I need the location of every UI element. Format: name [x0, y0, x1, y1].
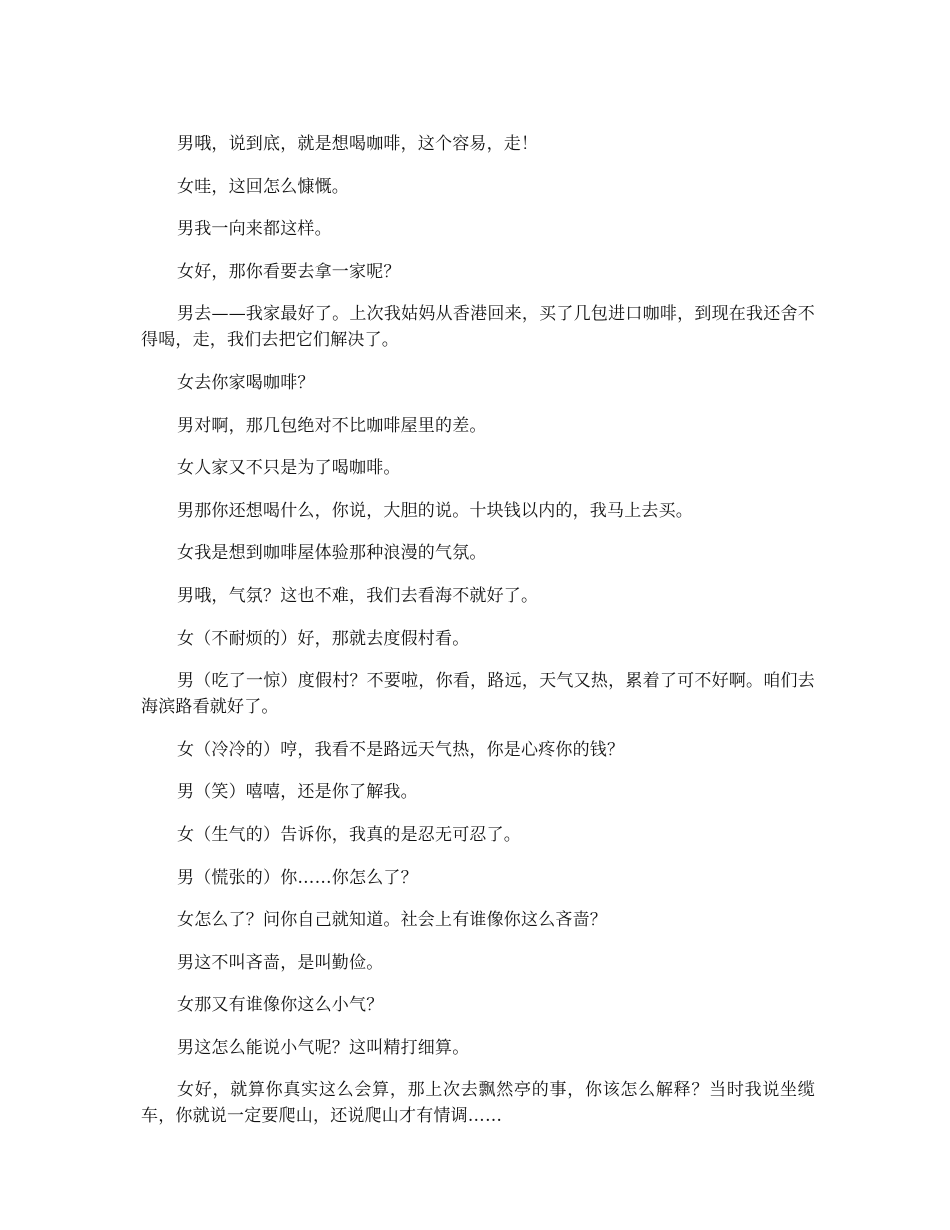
dialogue-line: 女哇，这回怎么慷慨。 [177, 176, 349, 197]
dialogue-line: 男我一向来都这样。 [177, 219, 332, 240]
dialogue-line: 女人家又不只是为了喝咖啡。 [177, 458, 401, 479]
dialogue-line: 女我是想到咖啡屋体验那种浪漫的气氛。 [177, 543, 487, 564]
dialogue-line: 男去——我家最好了。上次我姑妈从香港回来，买了几包进口咖啡，到现在我还舍不得喝，走，我们去把它们解决了。 [141, 304, 815, 351]
dialogue-line: 男对啊，那几包绝对不比咖啡屋里的差。 [177, 415, 487, 436]
dialogue-line: 男那你还想喝什么，你说，大胆的说。十块钱以内的，我马上去买。 [177, 500, 693, 521]
dialogue-body [141, 131, 815, 1146]
dialogue-line: 男（慌张的）你……你怎么了？ [177, 867, 418, 888]
dialogue-line: 男哦，气氛？这也不难，我们去看海不就好了。 [177, 585, 539, 606]
dialogue-line: 男这怎么能说小气呢？这叫精打细算。 [177, 1037, 470, 1058]
dialogue-line: 女好，那你看要去拿一家呢？ [177, 261, 401, 282]
dialogue-line: 男哦，说到底，就是想喝咖啡，这个容易，走！ [177, 134, 539, 154]
dialogue-line: 男（吃了一惊）度假村？不要啦，你看，路远，天气又热，累着了可不好啊。咱们去海滨路看就好了。 [141, 671, 815, 718]
dialogue-line: 男这不叫吝啬，是叫勤俭。 [177, 952, 384, 973]
dialogue-line: 男（笑）嘻嘻，还是你了解我。 [177, 782, 418, 803]
dialogue-line: 女（冷冷的）哼，我看不是路远天气热，你是心疼你的钱？ [177, 739, 625, 760]
dialogue-line: 女那又有谁像你这么小气？ [177, 995, 384, 1016]
dialogue-line: 女怎么了？问你自己就知道。社会上有谁像你这么吝啬？ [177, 910, 607, 931]
dialogue-line: 女去你家喝咖啡？ [177, 372, 315, 393]
dialogue-line: 女（不耐烦的）好，那就去度假村看。 [177, 628, 470, 649]
dialogue-line: 女好，就算你真实这么会算，那上次去飘然亭的事，你该怎么解释？当时我说坐缆车，你就说一定要爬山，还说爬山才有情调…… [141, 1080, 815, 1127]
dialogue-line: 女（生气的）告诉你，我真的是忍无可忍了。 [177, 824, 521, 845]
